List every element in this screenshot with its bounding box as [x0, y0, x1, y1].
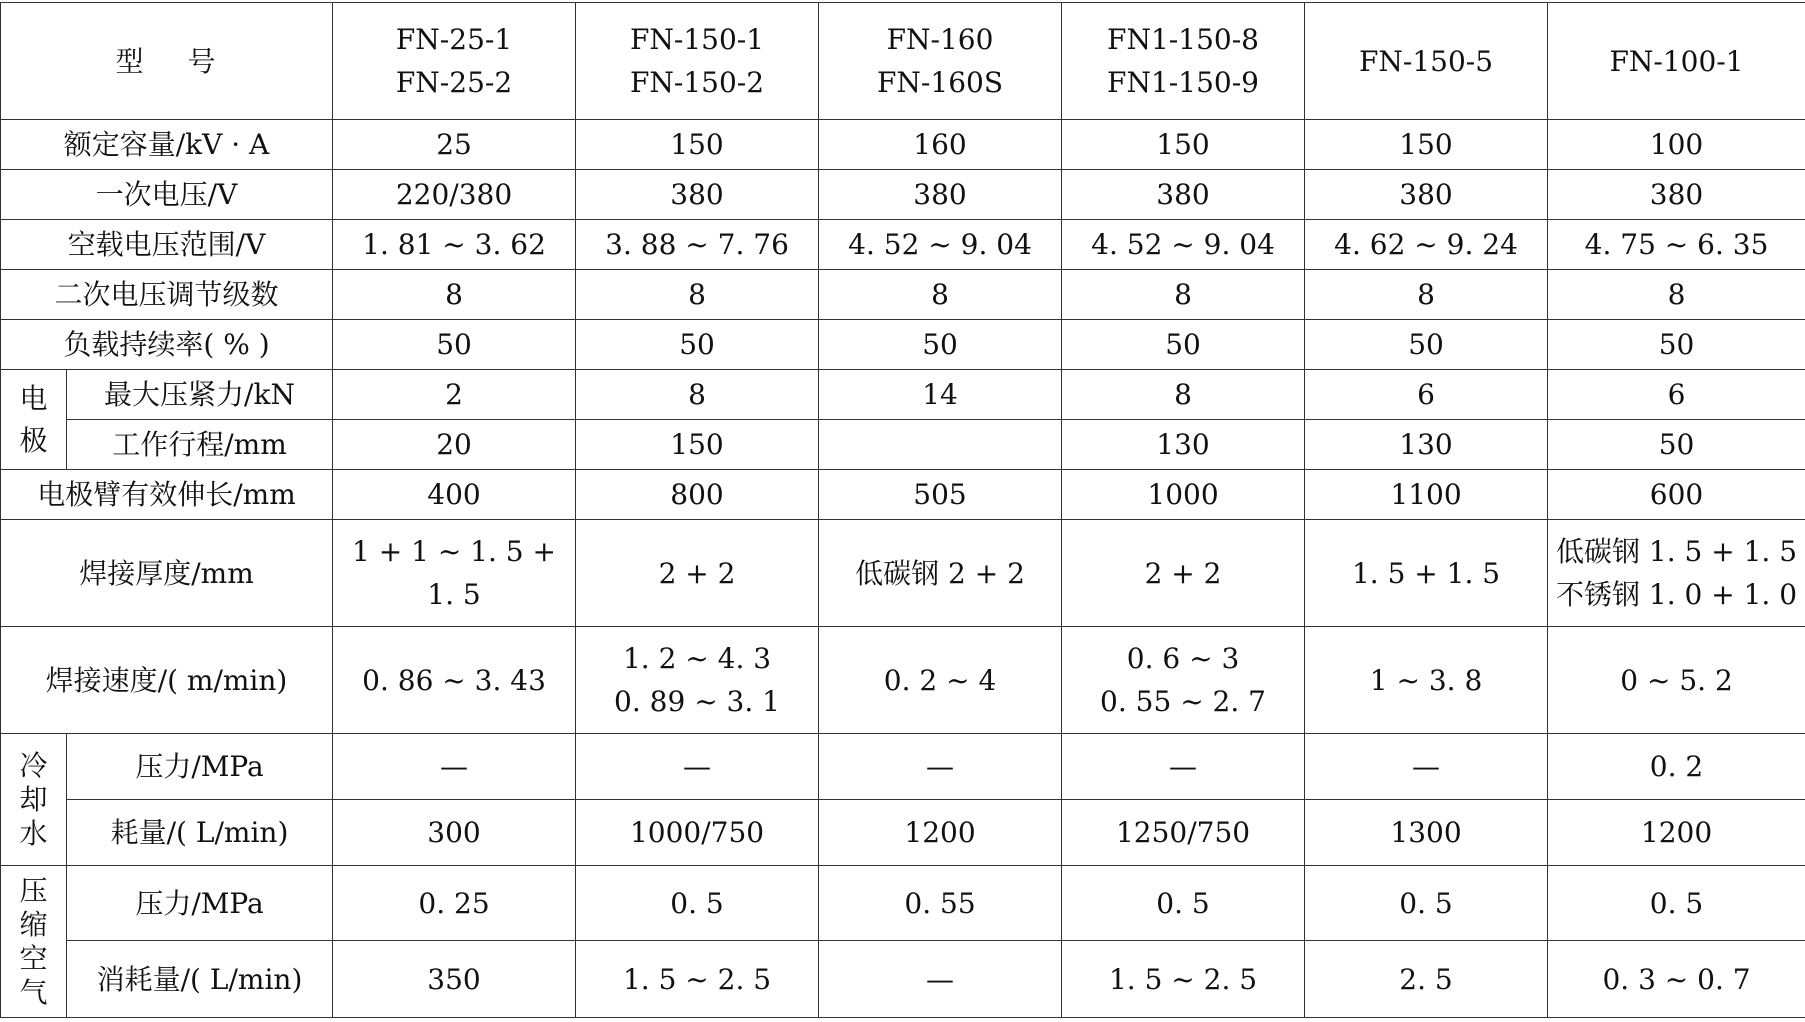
value-cell: 1100: [1305, 470, 1548, 520]
value-cell: [819, 420, 1062, 470]
value-cell: [576, 627, 819, 734]
value-cell: 50: [1305, 320, 1548, 370]
value-cell: 1300: [1305, 800, 1548, 866]
value-cell: 600: [1548, 470, 1805, 520]
value-cell: 2. 5: [1305, 941, 1548, 1018]
row-label: 焊接速度/( m/min): [1, 627, 333, 734]
cell-line: 1. 5 + 1. 5: [1351, 556, 1501, 590]
value-cell: 800: [576, 470, 819, 520]
cell-line: 0. 86 ~ 3. 43: [362, 663, 546, 697]
spec-table: [0, 2, 1805, 1018]
value-cell: [819, 520, 1062, 627]
cell-line: 电: [19, 381, 48, 415]
group-label-cooling-water: [1, 734, 67, 866]
cell-line: FN-150-5: [1358, 44, 1494, 78]
cell-line: FN-25-1: [395, 23, 513, 56]
value-cell: 8: [333, 270, 576, 320]
table-row: [1, 270, 1805, 320]
table-row: [1, 734, 1805, 800]
row-label: 一次电压/V: [1, 170, 333, 220]
row-label: 电极臂有效伸长/mm: [1, 470, 333, 520]
row-label: 空载电压范围/V: [1, 220, 333, 270]
value-cell: 380: [1305, 170, 1548, 220]
value-cell: 20: [333, 420, 576, 470]
group-char: 冷: [19, 748, 48, 782]
value-cell: 505: [819, 470, 1062, 520]
value-cell: [333, 520, 576, 627]
row-label: 额定容量/kV · A: [1, 120, 333, 170]
value-cell: [819, 627, 1062, 734]
value-cell: [1062, 627, 1305, 734]
group-char: 缩: [19, 907, 48, 941]
row-label: 最大压紧力/kN: [67, 370, 333, 420]
value-cell: 380: [1548, 170, 1805, 220]
row-label: 工作行程/mm: [67, 420, 333, 470]
model-name: [1548, 3, 1805, 120]
value-cell: 0. 5: [1062, 866, 1305, 941]
table-row: [1, 866, 1805, 941]
value-cell: 150: [1062, 120, 1305, 170]
group-char: 空: [19, 941, 48, 975]
value-cell: 8: [576, 270, 819, 320]
value-cell: 0. 5: [1305, 866, 1548, 941]
row-label: 压力/MPa: [67, 734, 333, 800]
cell-line: 0. 55 ~ 2. 7: [1100, 685, 1266, 718]
header-label: 型号: [1, 3, 333, 120]
value-cell: 0. 55: [819, 866, 1062, 941]
cell-line: FN1-150-9: [1107, 66, 1259, 99]
value-cell: 130: [1305, 420, 1548, 470]
value-cell: 0. 5: [576, 866, 819, 941]
cell-line: FN-160S: [877, 66, 1004, 99]
group-label-electrode: [1, 370, 67, 470]
value-cell: —: [819, 941, 1062, 1018]
value-cell: 150: [1305, 120, 1548, 170]
table-row: [1, 520, 1805, 627]
model-name: [576, 3, 819, 120]
value-cell: 1000: [1062, 470, 1305, 520]
value-cell: 50: [333, 320, 576, 370]
row-label: 负载持续率( % ): [1, 320, 333, 370]
value-cell: [1062, 520, 1305, 627]
value-cell: 4. 62 ~ 9. 24: [1305, 220, 1548, 270]
value-cell: 380: [576, 170, 819, 220]
cell-line: 0. 89 ~ 3. 1: [614, 685, 780, 718]
value-cell: 2: [333, 370, 576, 420]
value-cell: 160: [819, 120, 1062, 170]
value-cell: 150: [576, 420, 819, 470]
value-cell: [1548, 627, 1805, 734]
value-cell: 6: [1305, 370, 1548, 420]
value-cell: [1305, 627, 1548, 734]
value-cell: 380: [819, 170, 1062, 220]
value-cell: [333, 627, 576, 734]
value-cell: 4. 52 ~ 9. 04: [1062, 220, 1305, 270]
table-row: [1, 420, 1805, 470]
cell-line: 1 ~ 3. 8: [1369, 663, 1483, 697]
cell-line: FN-150-1: [629, 23, 765, 56]
value-cell: 50: [1062, 320, 1305, 370]
cell-line: 2 + 2: [1144, 556, 1222, 590]
row-label: 消耗量/( L/min): [67, 941, 333, 1018]
cell-line: 不锈钢 1. 0 + 1. 0: [1556, 578, 1798, 611]
cell-line: 1. 2 ~ 4. 3: [622, 642, 772, 675]
value-cell: 380: [1062, 170, 1305, 220]
cell-line: 0 ~ 5. 2: [1620, 663, 1733, 697]
value-cell: [1548, 520, 1805, 627]
value-cell: 350: [333, 941, 576, 1018]
value-cell: 150: [576, 120, 819, 170]
value-cell: 1250/750: [1062, 800, 1305, 866]
value-cell: 8: [1548, 270, 1805, 320]
cell-line: 1. 5: [427, 578, 481, 611]
row-label: 耗量/( L/min): [67, 800, 333, 866]
value-cell: 4. 52 ~ 9. 04: [819, 220, 1062, 270]
value-cell: 50: [1548, 420, 1805, 470]
value-cell: 0. 3 ~ 0. 7: [1548, 941, 1805, 1018]
value-cell: —: [576, 734, 819, 800]
value-cell: [1305, 520, 1548, 627]
value-cell: 3. 88 ~ 7. 76: [576, 220, 819, 270]
value-cell: —: [333, 734, 576, 800]
value-cell: —: [1305, 734, 1548, 800]
value-cell: [576, 520, 819, 627]
table-row: [1, 170, 1805, 220]
cell-line: 2 + 2: [658, 556, 736, 590]
value-cell: 8: [1062, 370, 1305, 420]
table-row: [1, 941, 1805, 1018]
value-cell: 100: [1548, 120, 1805, 170]
model-name: [333, 3, 576, 120]
value-cell: 220/380: [333, 170, 576, 220]
value-cell: 25: [333, 120, 576, 170]
value-cell: —: [819, 734, 1062, 800]
table-row: [1, 220, 1805, 270]
value-cell: 1200: [1548, 800, 1805, 866]
value-cell: 400: [333, 470, 576, 520]
value-cell: 1. 81 ~ 3. 62: [333, 220, 576, 270]
group-char: 水: [19, 816, 48, 850]
group-label-compressed-air: [1, 866, 67, 1018]
cell-line: FN-160: [886, 23, 994, 56]
cell-line: FN-25-2: [395, 66, 513, 99]
table-row: [1, 370, 1805, 420]
cell-line: FN1-150-8: [1107, 23, 1259, 56]
cell-line: 极: [19, 423, 48, 457]
model-name: [819, 3, 1062, 120]
value-cell: 0. 5: [1548, 866, 1805, 941]
value-cell: 0. 25: [333, 866, 576, 941]
row-label: 焊接厚度/mm: [1, 520, 333, 627]
value-cell: 8: [1062, 270, 1305, 320]
group-char: 却: [19, 782, 48, 816]
value-cell: 8: [819, 270, 1062, 320]
table-row: [1, 627, 1805, 734]
table-row: [1, 3, 1805, 120]
model-name: [1305, 3, 1548, 120]
value-cell: 0. 2: [1548, 734, 1805, 800]
value-cell: 130: [1062, 420, 1305, 470]
row-label: 压力/MPa: [67, 866, 333, 941]
value-cell: —: [1062, 734, 1305, 800]
table-row: [1, 800, 1805, 866]
table-row: [1, 120, 1805, 170]
value-cell: 1200: [819, 800, 1062, 866]
group-char: 气: [19, 975, 48, 1009]
group-char: 压: [19, 873, 48, 907]
value-cell: 50: [1548, 320, 1805, 370]
value-cell: 4. 75 ~ 6. 35: [1548, 220, 1805, 270]
cell-line: 低碳钢 2 + 2: [855, 556, 1025, 590]
value-cell: 300: [333, 800, 576, 866]
cell-line: FN-150-2: [629, 66, 765, 99]
cell-line: 1 + 1 ~ 1. 5 +: [352, 535, 556, 568]
cell-line: 0. 6 ~ 3: [1126, 642, 1240, 675]
table-row: [1, 470, 1805, 520]
value-cell: 50: [819, 320, 1062, 370]
value-cell: 1. 5 ~ 2. 5: [576, 941, 819, 1018]
cell-line: 低碳钢 1. 5 + 1. 5: [1556, 535, 1798, 568]
table-row: [1, 320, 1805, 370]
row-label: 二次电压调节级数: [1, 270, 333, 320]
value-cell: 14: [819, 370, 1062, 420]
value-cell: 8: [576, 370, 819, 420]
model-name: [1062, 3, 1305, 120]
cell-line: 0. 2 ~ 4: [883, 663, 997, 697]
value-cell: 6: [1548, 370, 1805, 420]
cell-line: FN-100-1: [1609, 44, 1744, 78]
value-cell: 1000/750: [576, 800, 819, 866]
value-cell: 8: [1305, 270, 1548, 320]
value-cell: 1. 5 ~ 2. 5: [1062, 941, 1305, 1018]
value-cell: 50: [576, 320, 819, 370]
